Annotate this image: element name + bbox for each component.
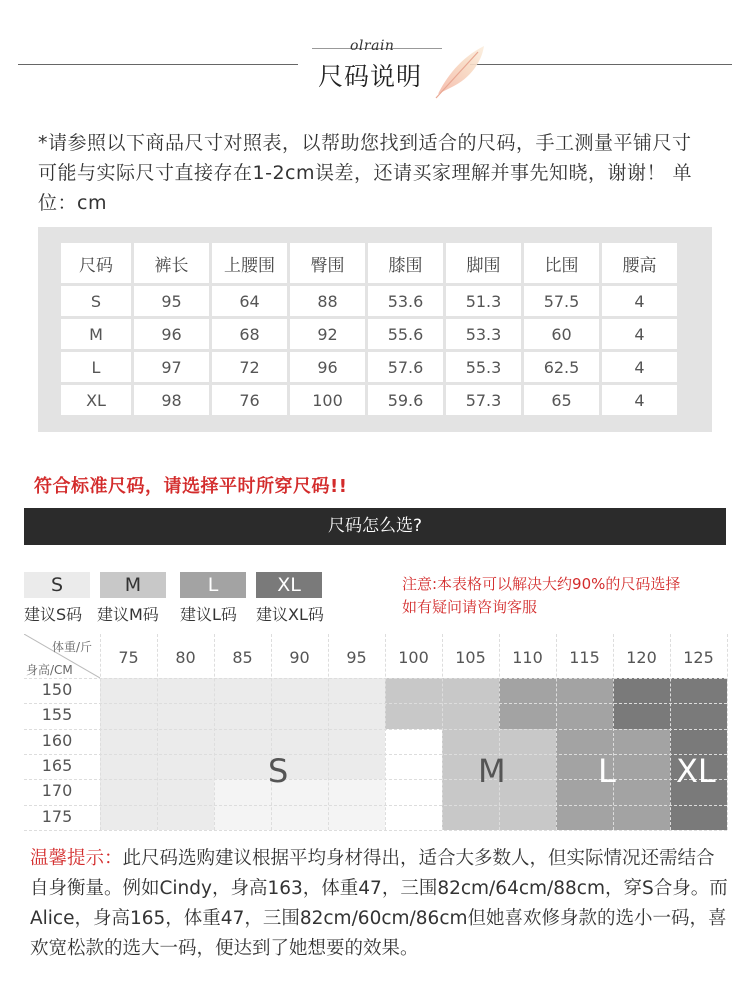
- table-cell: 53.3: [446, 319, 521, 349]
- height-label: 175: [41, 806, 73, 826]
- table-cell: 72: [212, 352, 287, 382]
- page-title: 尺码说明: [318, 62, 423, 91]
- table-cell: 4: [602, 319, 677, 349]
- header-cell: 尺码: [61, 243, 131, 283]
- header-cell: 比围: [524, 243, 599, 283]
- header-cell: 裤长: [134, 243, 209, 283]
- table-cell: 60: [524, 319, 599, 349]
- size-table-header: [61, 243, 677, 283]
- table-cell: 64: [212, 286, 287, 316]
- weight-label: 100: [398, 648, 429, 667]
- table-cell: 4: [602, 286, 677, 316]
- height-label: 165: [41, 755, 73, 775]
- size-label-xl: XL: [676, 752, 716, 790]
- weight-label: 90: [289, 648, 310, 667]
- table-cell: 55.3: [446, 352, 521, 382]
- legend-swatch-s: S: [24, 572, 90, 598]
- table-cell: S: [61, 286, 131, 316]
- table-row: [61, 319, 677, 349]
- header-line-right: [470, 64, 732, 65]
- table-row: [61, 385, 677, 415]
- grid-line: [24, 678, 727, 680]
- table-cell: 88: [290, 286, 365, 316]
- section-title-bar: 尺码怎么选?: [24, 508, 726, 545]
- legend-swatch-l: L: [180, 572, 246, 598]
- table-cell: 4: [602, 352, 677, 382]
- notice-line: 如有疑问请咨询客服: [402, 598, 538, 616]
- size-chart: [24, 634, 727, 830]
- table-cell: 53.6: [368, 286, 443, 316]
- height-label: 150: [41, 680, 73, 699]
- table-cell: M: [61, 319, 131, 349]
- table-cell: 96: [134, 319, 209, 349]
- legend-caption-l: 建议L码: [180, 605, 237, 624]
- notice-line: 注意:本表格可以解决大约90%的尺码选择: [402, 575, 681, 593]
- legend-swatch-m: M: [100, 572, 166, 598]
- size-label-l: L: [598, 752, 616, 790]
- weight-label: 105: [455, 648, 486, 667]
- table-cell: 62.5: [524, 352, 599, 382]
- header-cell: 脚围: [446, 243, 521, 283]
- corner-height-label: 身高/CM: [26, 663, 73, 677]
- table-cell: 55.6: [368, 319, 443, 349]
- size-label-s: S: [268, 752, 289, 790]
- header-cell: 臀围: [290, 243, 365, 283]
- header-cell: 腰高: [602, 243, 677, 283]
- table-cell: 76: [212, 385, 287, 415]
- weight-label: 85: [232, 648, 253, 667]
- table-cell: 92: [290, 319, 365, 349]
- table-row: [61, 286, 677, 316]
- header-cell: 上腰围: [212, 243, 287, 283]
- grid-line: [24, 805, 727, 807]
- header-line-left: [18, 64, 298, 65]
- height-label: 170: [41, 781, 73, 801]
- header-cell: 膝围: [368, 243, 443, 283]
- table-cell: 96: [290, 352, 365, 382]
- weight-label: 125: [683, 648, 714, 667]
- table-cell: 57.5: [524, 286, 599, 316]
- table-cell: 100: [290, 385, 365, 415]
- table-cell: 57.6: [368, 352, 443, 382]
- tip-body: 此尺码选购建议根据平均身材得出，适合大多数人，但实际情况还需结合自身衡量。例如Cindy，身高163，体重47，三围82cm/64cm/88cm，穿S合身。而Alice，身高165，体重47，三围82cm/60cm/86cm但她喜欢修身款的选小一码，喜欢宽松款的选大一码，便达到了她想要的效果。: [30, 848, 728, 959]
- table-cell: 97: [134, 352, 209, 382]
- weight-label: 110: [512, 648, 543, 667]
- grid-line: [727, 634, 729, 830]
- weight-label: 120: [626, 648, 657, 667]
- size-table: [58, 240, 680, 418]
- feather-icon: [432, 40, 492, 100]
- legend-caption-xl: 建议XL码: [256, 605, 324, 624]
- table-cell: 51.3: [446, 286, 521, 316]
- weight-label: 95: [346, 648, 367, 667]
- legend-caption-m: 建议M码: [97, 605, 159, 624]
- notice-text: [402, 573, 680, 619]
- weight-label: 80: [175, 648, 196, 667]
- table-row: [61, 352, 677, 382]
- legend-caption-s: 建议S码: [24, 605, 83, 624]
- weight-label: 115: [569, 648, 600, 667]
- table-cell: 57.3: [446, 385, 521, 415]
- grid-line: [24, 703, 727, 705]
- tip-text: [30, 844, 730, 964]
- size-table-panel: [38, 227, 712, 432]
- grid-line: [24, 779, 727, 781]
- table-cell: 95: [134, 286, 209, 316]
- legend-swatch-xl: XL: [256, 572, 322, 598]
- size-label-m: M: [478, 752, 506, 790]
- grid-line: [24, 729, 727, 731]
- table-cell: 98: [134, 385, 209, 415]
- table-cell: 4: [602, 385, 677, 415]
- intro-text: *请参照以下商品尺寸对照表，以帮助您找到适合的尺码，手工测量平铺尺寸可能与实际尺寸直接存在1-2cm误差，还请买家理解并事先知晓，谢谢！ 单位：cm: [38, 132, 693, 214]
- brand-logo: olrain: [350, 38, 395, 54]
- table-cell: 59.6: [368, 385, 443, 415]
- table-cell: XL: [61, 385, 131, 415]
- tip-label: 温馨提示：: [30, 848, 123, 869]
- table-cell: L: [61, 352, 131, 382]
- table-cell: 68: [212, 319, 287, 349]
- weight-label: 75: [118, 648, 139, 667]
- standard-size-note: 符合标准尺码，请选择平时所穿尺码!!: [34, 476, 348, 497]
- height-label: 160: [41, 730, 73, 750]
- corner-weight-label: 体重/斤: [52, 640, 93, 654]
- grid-line: [24, 830, 727, 832]
- table-cell: 65: [524, 385, 599, 415]
- height-label: 155: [41, 705, 73, 725]
- grid-line: [24, 754, 727, 756]
